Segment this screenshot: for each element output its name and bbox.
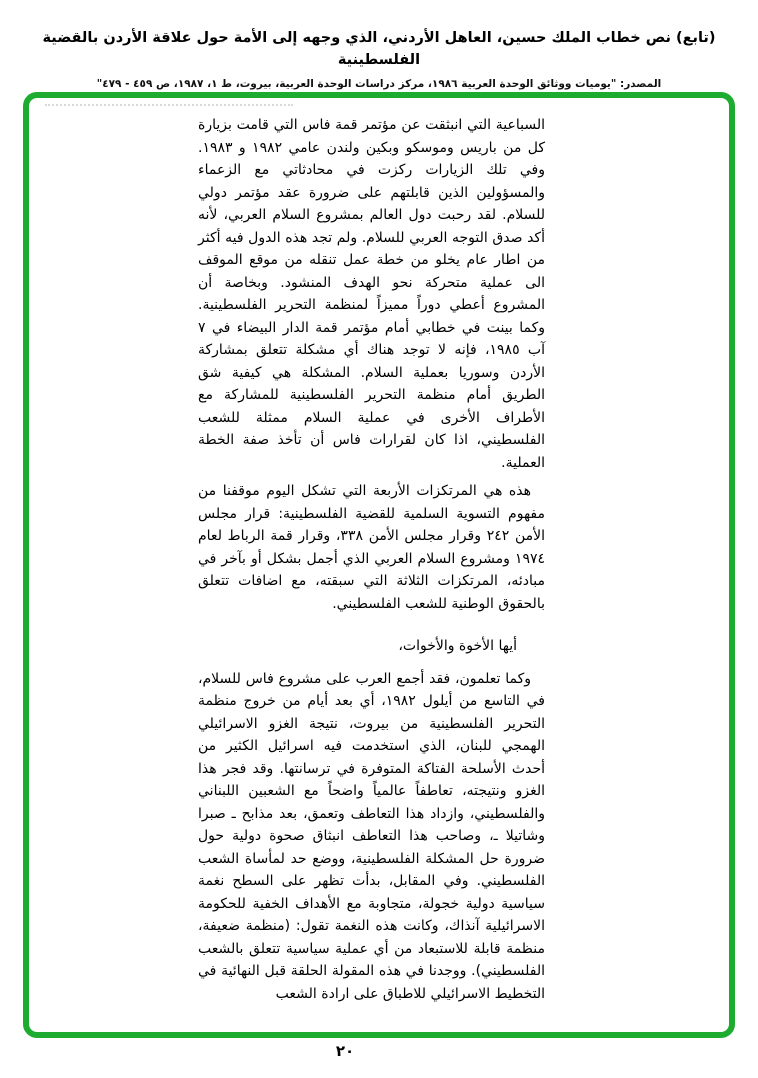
section-heading: أيها الأخوة والأخوات، <box>398 638 517 654</box>
page-number: ٢٠ <box>335 1042 355 1060</box>
scan-artifact <box>45 104 293 106</box>
body-paragraph-3: وكما تعلمون، فقد أجمع العرب على مشروع فاس للسلام، في التاسع من أيلول ١٩٨٢، أي بعد أيام من خروج منظمة التحرير الفلسطينية من بيروت، نتيجة الغزو الاسرائيلي الهمجي للبنان، الذي استخدمت فيه اسرائيل الكثير من أحدث الأسلحة الفتاكة المتوفرة في ترسانتها. وقد فجر هذا الغزو ونتيجته، تعاطفاً عالمياً واضحاً مع الشعبين اللبناني والفلسطيني، وازداد هذا التعاطف وتعمق، بعد مذابح ـ صبرا وشاتيلا ـ، وصاحب هذا التعاطف انبثاق صحوة دولية حول ضرورة حل المشكلة الفلسطينية، ووضع حد لمأساة الشعب الفلسطيني. وفي المقابل، بدأت تظهر على السطح نغمة سياسية دولية خجولة، متجاوبة مع الأهداف الخفية للحكومة الاسرائيلية آنذاك، وكانت هذه النغمة تقول: (منظمة ضعيفة، منظمة قابلة للاستبعاد من أي عملية سياسية تتعلق بالشعب الفلسطيني). ووجدنا في هذه المقولة الحلقة قبل النهائية في التخطيط الاسرائيلي للاطباق على ارادة الشعب <box>198 670 545 1002</box>
text-column <box>198 114 545 1011</box>
page-header <box>0 28 758 90</box>
body-paragraph-2: هذه هي المرتكزات الأربعة التي تشكل اليوم موقفنا من مفهوم التسوية السلمية للقضية الفلسطينية: قرار مجلس الأمن ٢٤٢ وقرار مجلس الأمن ٣٣٨، وقرار قمة الرباط لعام ١٩٧٤ ومشروع السلام العربي الذي أجمل بشكل أو بآخر في مبادئه، المرتكزات الثلاثة التي سبقته، مع اضافات تتعلق بالحقوق الوطنية للشعب الفلسطيني. <box>198 483 546 612</box>
body-paragraph-1: السباعية التي انبثقت عن مؤتمر قمة فاس التي قامت بزيارة كل من باريس وموسكو وبكين ولندن عامي ١٩٨٢ و ١٩٨٣. وفي تلك الزيارات ركزت في محادثاتي مع الزعماء والمسؤولين الذين قابلتهم على ضرورة عقد مؤتمر دولي للسلام. لقد رحبت دول العالم بمشروع السلام العربي، لأنه أكد صدق التوجه العربي للسلام. ولم تجد هذه الدول فيه أكثر من اطار عام يخلو من خطة عمل تنقله من موقع الموقف الى عملية متحركة نحو الهدف المنشود. وبخاصة أن المشروع أعطي دوراً مميزاً لمنظمة التحرير الفلسطينية. وكما بينت في خطابي أمام مؤتمر قمة الدار البيضاء في ٧ آب ١٩٨٥، فإنه لا توجد هناك أي مشكلة تتعلق بمشاركة الأردن وسوريا بعملية السلام. المشكلة هي كيفية شق الطريق أمام منظمة التحرير الفلسطينية للمشاركة مع الأطراف الأخرى في عملية السلام ممثلة للشعب الفلسطيني، اذا كان لقرارات فاس أن تأخذ صفة الخطة العملية. <box>198 117 545 471</box>
document-frame <box>23 92 735 1038</box>
document-source: المصدر: "يوميات ووثائق الوحدة العربية ١٩٨٦، مركز دراسات الوحدة العربية، بيروت، ط ١، ١٩٨٧، ص ٤٥٩ - ٤٧٩" <box>96 77 662 90</box>
document-title: (تابع) نص خطاب الملك حسين، العاهل الأردني، الذي وجهه إلى الأمة حول علاقة الأردن بالقضية الفلسطينية <box>42 30 716 68</box>
